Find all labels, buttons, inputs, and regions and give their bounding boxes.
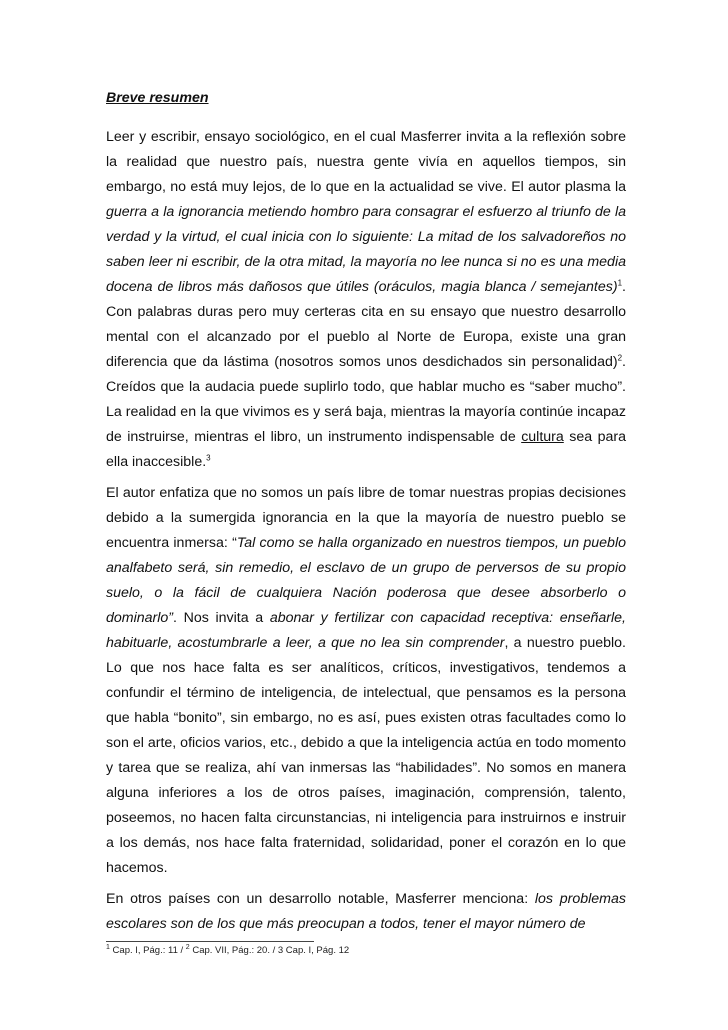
footnote-separator	[106, 941, 314, 942]
paragraph-author-emphasis	[106, 481, 626, 881]
text-run: Cap. I, Pág.: 11 /	[109, 945, 186, 956]
footnote-marker: 1	[617, 278, 623, 288]
text-run: cultura	[521, 429, 564, 445]
footnote-marker: 2	[185, 943, 190, 951]
section-heading: Breve resumen	[106, 90, 209, 106]
footnote-marker: 2	[617, 353, 623, 363]
italic-quote-run: abonar y fertilizar con capacidad receptiva: enseñarle, habituarle, acostumbrarle a leer, a que no lea sin comprender	[106, 610, 626, 651]
paragraph-other-countries	[106, 887, 626, 937]
text-run: . Con palabras duras pero muy certeras cita en su ensayo que nuestro desarrollo mental con el alcanzado por el pueblo al Norte de Europa, existe una gran diferencia que da lástima (nosotros somos unos desdichados sin personalidad)	[106, 279, 626, 370]
text-run: , a nuestro pueblo. Lo que nos hace falta es ser analíticos, críticos, investigativos, tendemos a confundir el término de inteligencia, de intelectual, que pensamos es la persona que habla “bonito”, sin embargo, no es así, pues existen otras facultades como lo son el arte, oficios varios, etc., debido a que la inteligencia actúa en todo momento y tarea que se realiza, ahí van inmersas las “habilidades”. No somos en manera alguna inferiores a los de otros países, imaginación, comprensión, talento, poseemos, no hacen falta circunstancias, ni inteligencia para instruirnos e instruir a los demás, nos hace falta fraternidad, solidaridad, poner el corazón en lo que hacemos.	[106, 635, 626, 876]
italic-quote-run: Tal como se halla organizado en nuestros tiempos, un pueblo analfabeto será, sin remedio, el esclavo de un grupo de perversos de su propio suelo, o la fácil de cualquiera Nación poderosa que desee absorberlo o dominarlo”	[106, 535, 626, 626]
italic-quote-run: guerra a la ignorancia metiendo hombro para consagrar el esfuerzo al triunfo de la verdad y la virtud, el cual inicia con lo siguiente: La mitad de los salvadoreños no saben leer ni escribir, de la otra mitad, la mayoría no lee nunca si no es una media docena de libros más dañosos que útiles (oráculos, magia blanca / semejantes)	[106, 204, 626, 295]
footnotes	[106, 944, 506, 958]
footnote-marker: 1	[106, 943, 110, 951]
text-run: sea para ella inaccesible.	[106, 429, 626, 470]
text-run: . Nos invita a	[173, 610, 270, 626]
document-body	[106, 87, 626, 943]
text-run: Cap. VII, Pág.: 20. / 3 Cap. I, Pág. 12	[189, 945, 350, 956]
paragraph-summary-intro	[106, 125, 626, 475]
text-run: Leer y escribir, ensayo sociológico, en el cual Masferrer invita a la reflexión sobre la realidad que nuestro país, nuestra gente vivía en aquellos tiempos, sin embargo, no está muy lejos, de lo que en la actualidad se vive. El autor plasma la	[106, 129, 626, 195]
text-run: En otros países con un desarrollo notable, Masferrer menciona:	[106, 891, 535, 907]
italic-quote-run: los problemas escolares son de los que más preocupan a todos, tener el mayor número de	[106, 891, 626, 932]
text-run: El autor enfatiza que no somos un país libre de tomar nuestras propias decisiones debido a la sumergida ignorancia en la que la mayoría de nuestro pueblo se encuentra inmersa: “	[106, 485, 626, 551]
footnote-marker: 3	[206, 453, 211, 463]
text-run: . Creídos que la audacia puede suplirlo todo, que hablar mucho es “saber mucho”. La realidad en la que vivimos es y será baja, mientras la mayoría continúe incapaz de instruirse, mientras el libro, un instrumento indispensable de	[106, 354, 626, 445]
